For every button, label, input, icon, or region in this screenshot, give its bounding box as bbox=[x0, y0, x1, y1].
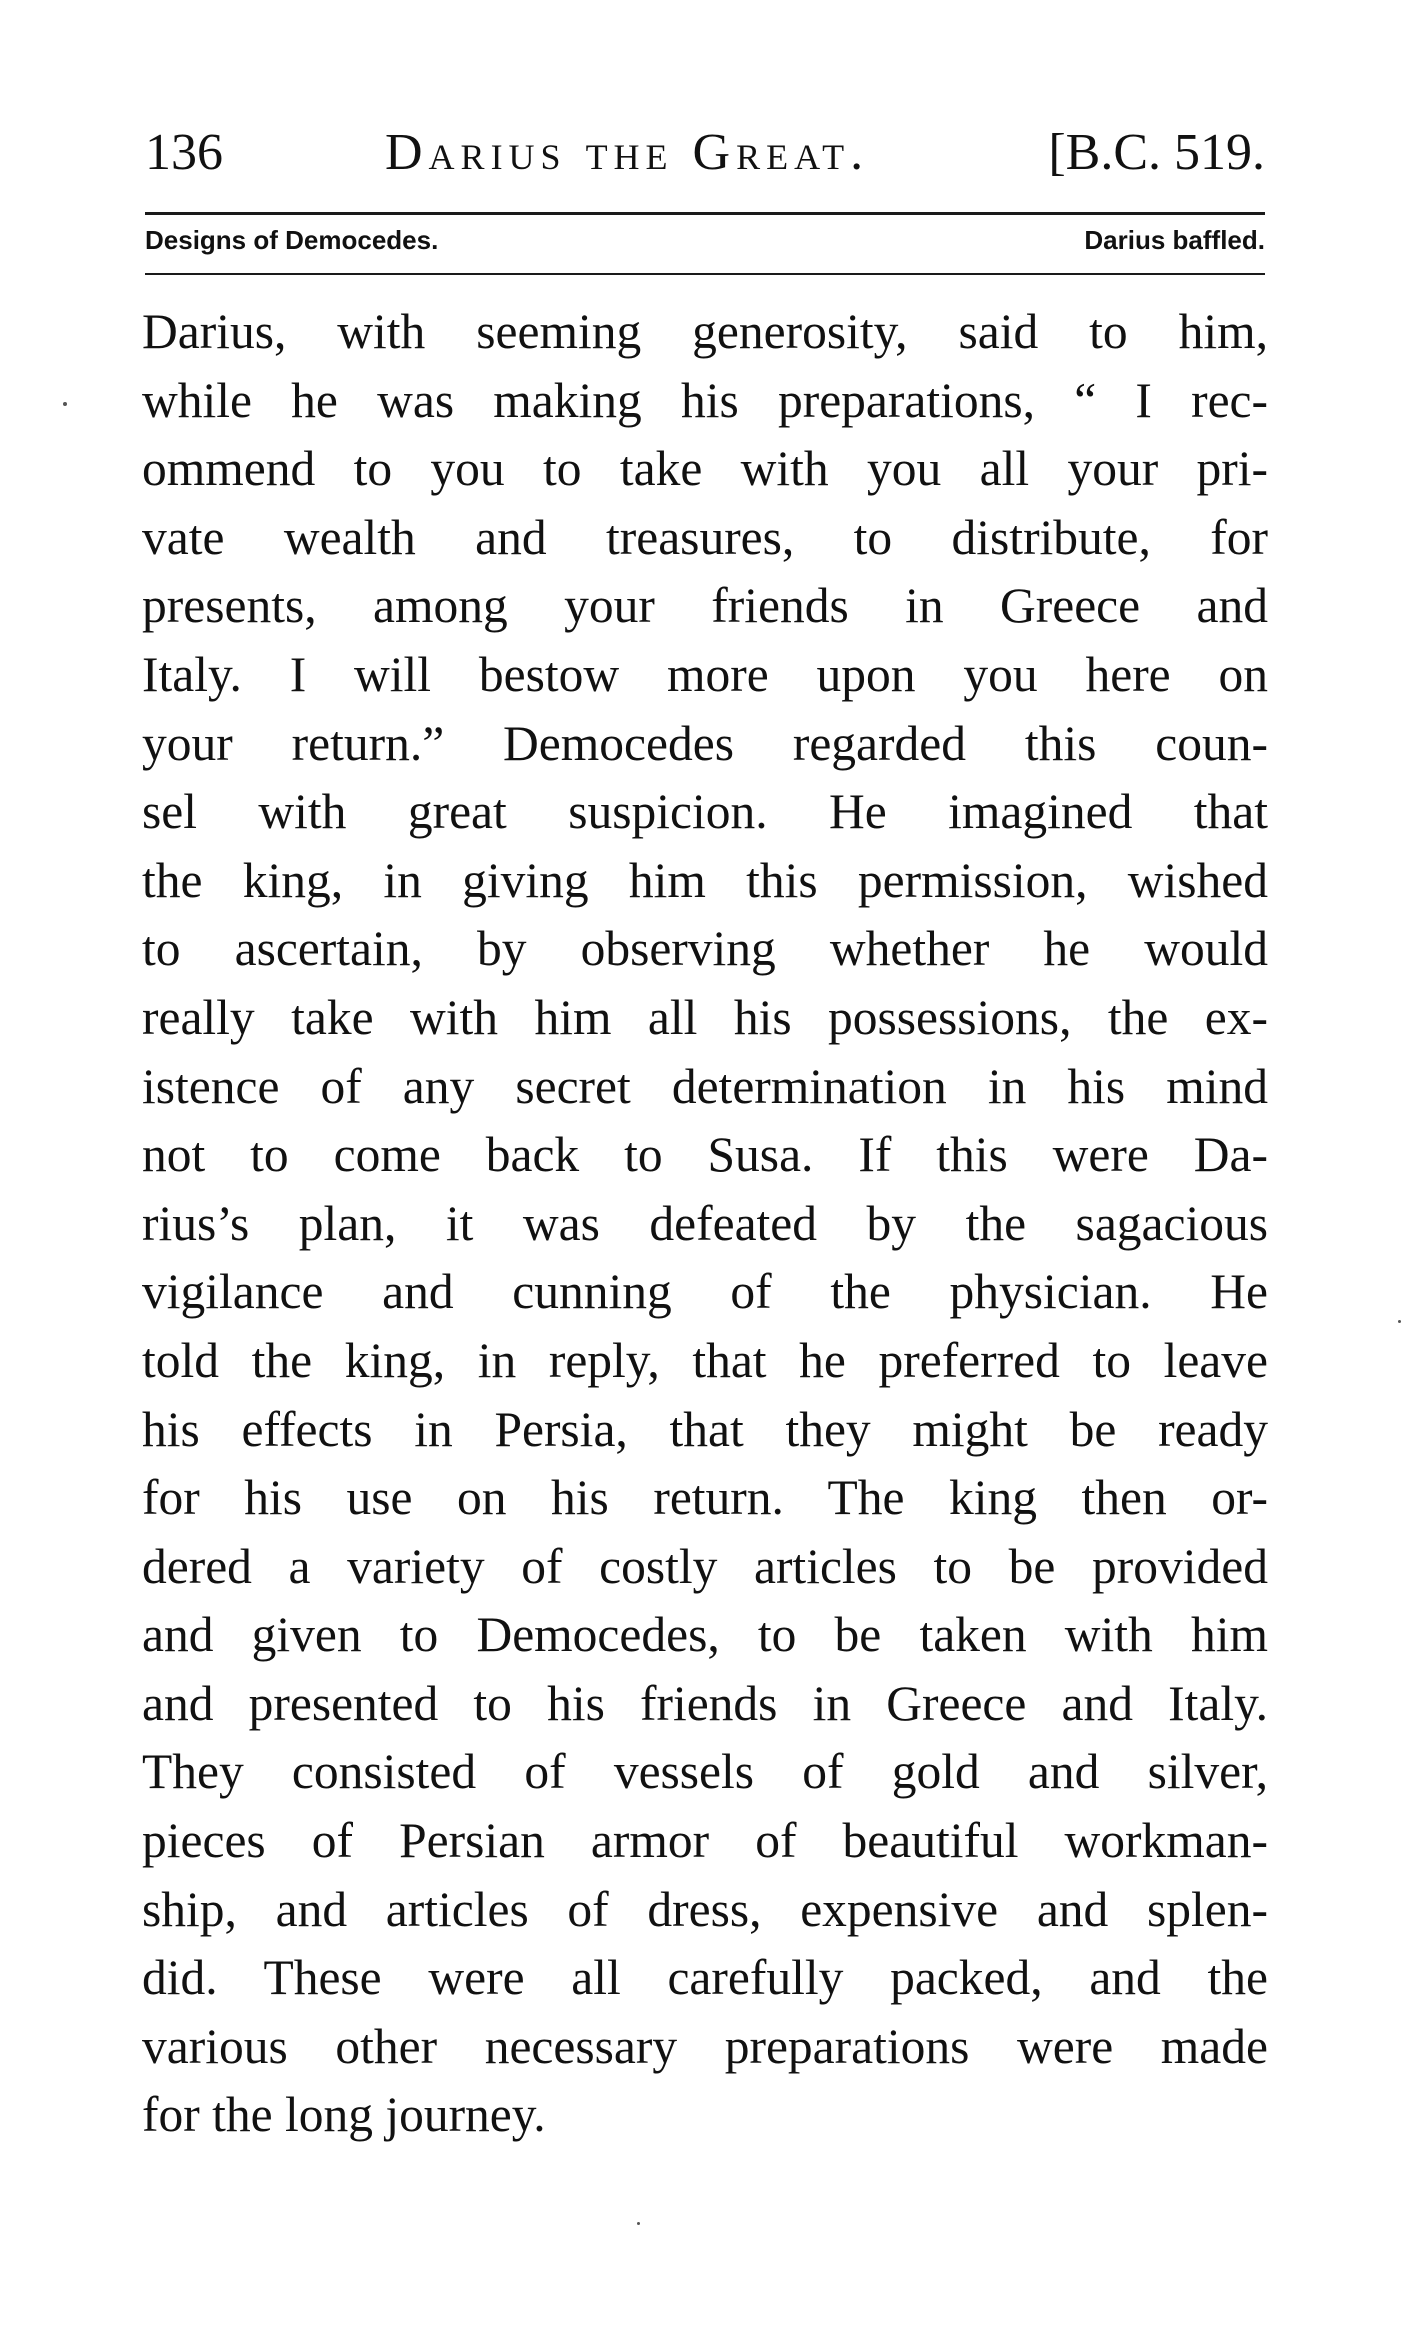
text-line: ommend to you to take with you all your pri- bbox=[142, 441, 1268, 497]
text-line: told the king, in reply, that he preferred to leave bbox=[142, 1332, 1268, 1388]
running-head bbox=[145, 118, 1265, 188]
page-number: 136 bbox=[145, 124, 223, 181]
text-line: to ascertain, by observing whether he would bbox=[142, 921, 1268, 977]
text-line: really take with him all his possessions, the ex- bbox=[142, 989, 1268, 1045]
text-line: rius’s plan, it was defeated by the sagacious bbox=[142, 1195, 1268, 1251]
header-rule-bottom bbox=[145, 273, 1265, 275]
text-line: vigilance and cunning of the physician. He bbox=[142, 1264, 1268, 1320]
text-line: vate wealth and treasures, to distribute, for bbox=[142, 509, 1268, 565]
text-line: the king, in giving him this permission, wished bbox=[142, 852, 1268, 908]
text-line: dered a variety of costly articles to be provided bbox=[142, 1538, 1268, 1594]
header-rule-top bbox=[145, 212, 1265, 215]
text-line: They consisted of vessels of gold and silver, bbox=[142, 1744, 1268, 1800]
text-line: did. These were all carefully packed, and the bbox=[142, 1950, 1268, 2006]
text-line: your return.” Democedes regarded this coun- bbox=[142, 715, 1268, 771]
sidenote-right: Darius baffled. bbox=[1084, 225, 1265, 255]
date-range: [B.C. 519. bbox=[1048, 124, 1265, 181]
text-line: ship, and articles of dress, expensive and splen- bbox=[142, 1881, 1268, 1937]
sidenote-row bbox=[145, 222, 1265, 258]
text-line: not to come back to Susa. If this were Da- bbox=[142, 1127, 1268, 1183]
text-line: for his use on his return. The king then or- bbox=[142, 1470, 1268, 1526]
text-line: and given to Democedes, to be taken with him bbox=[142, 1607, 1268, 1663]
text-line: and presented to his friends in Greece and Italy. bbox=[142, 1675, 1268, 1731]
text-line: sel with great suspicion. He imagined that bbox=[142, 784, 1268, 840]
text-line: presents, among your friends in Greece and bbox=[142, 578, 1268, 634]
text-line: pieces of Persian armor of beautiful workman- bbox=[142, 1813, 1268, 1869]
body-text bbox=[142, 298, 1268, 2150]
scan-speck bbox=[637, 2222, 640, 2225]
text-line: Darius, with seeming generosity, said to him, bbox=[142, 304, 1268, 359]
text-line: his effects in Persia, that they might be ready bbox=[142, 1401, 1268, 1457]
text-line: various other necessary preparations were made bbox=[142, 2018, 1268, 2074]
scan-speck bbox=[1398, 1320, 1401, 1323]
scan-speck bbox=[63, 402, 67, 406]
sidenote-left: Designs of Democedes. bbox=[145, 225, 439, 255]
text-line: for the long journey. bbox=[142, 2087, 546, 2143]
text-line: Italy. I will bestow more upon you here on bbox=[142, 646, 1268, 702]
book-title: Darius the Great. bbox=[385, 124, 870, 181]
text-line: while he was making his preparations, “ I rec- bbox=[142, 372, 1268, 428]
text-line: istence of any secret determination in his mind bbox=[142, 1058, 1268, 1114]
